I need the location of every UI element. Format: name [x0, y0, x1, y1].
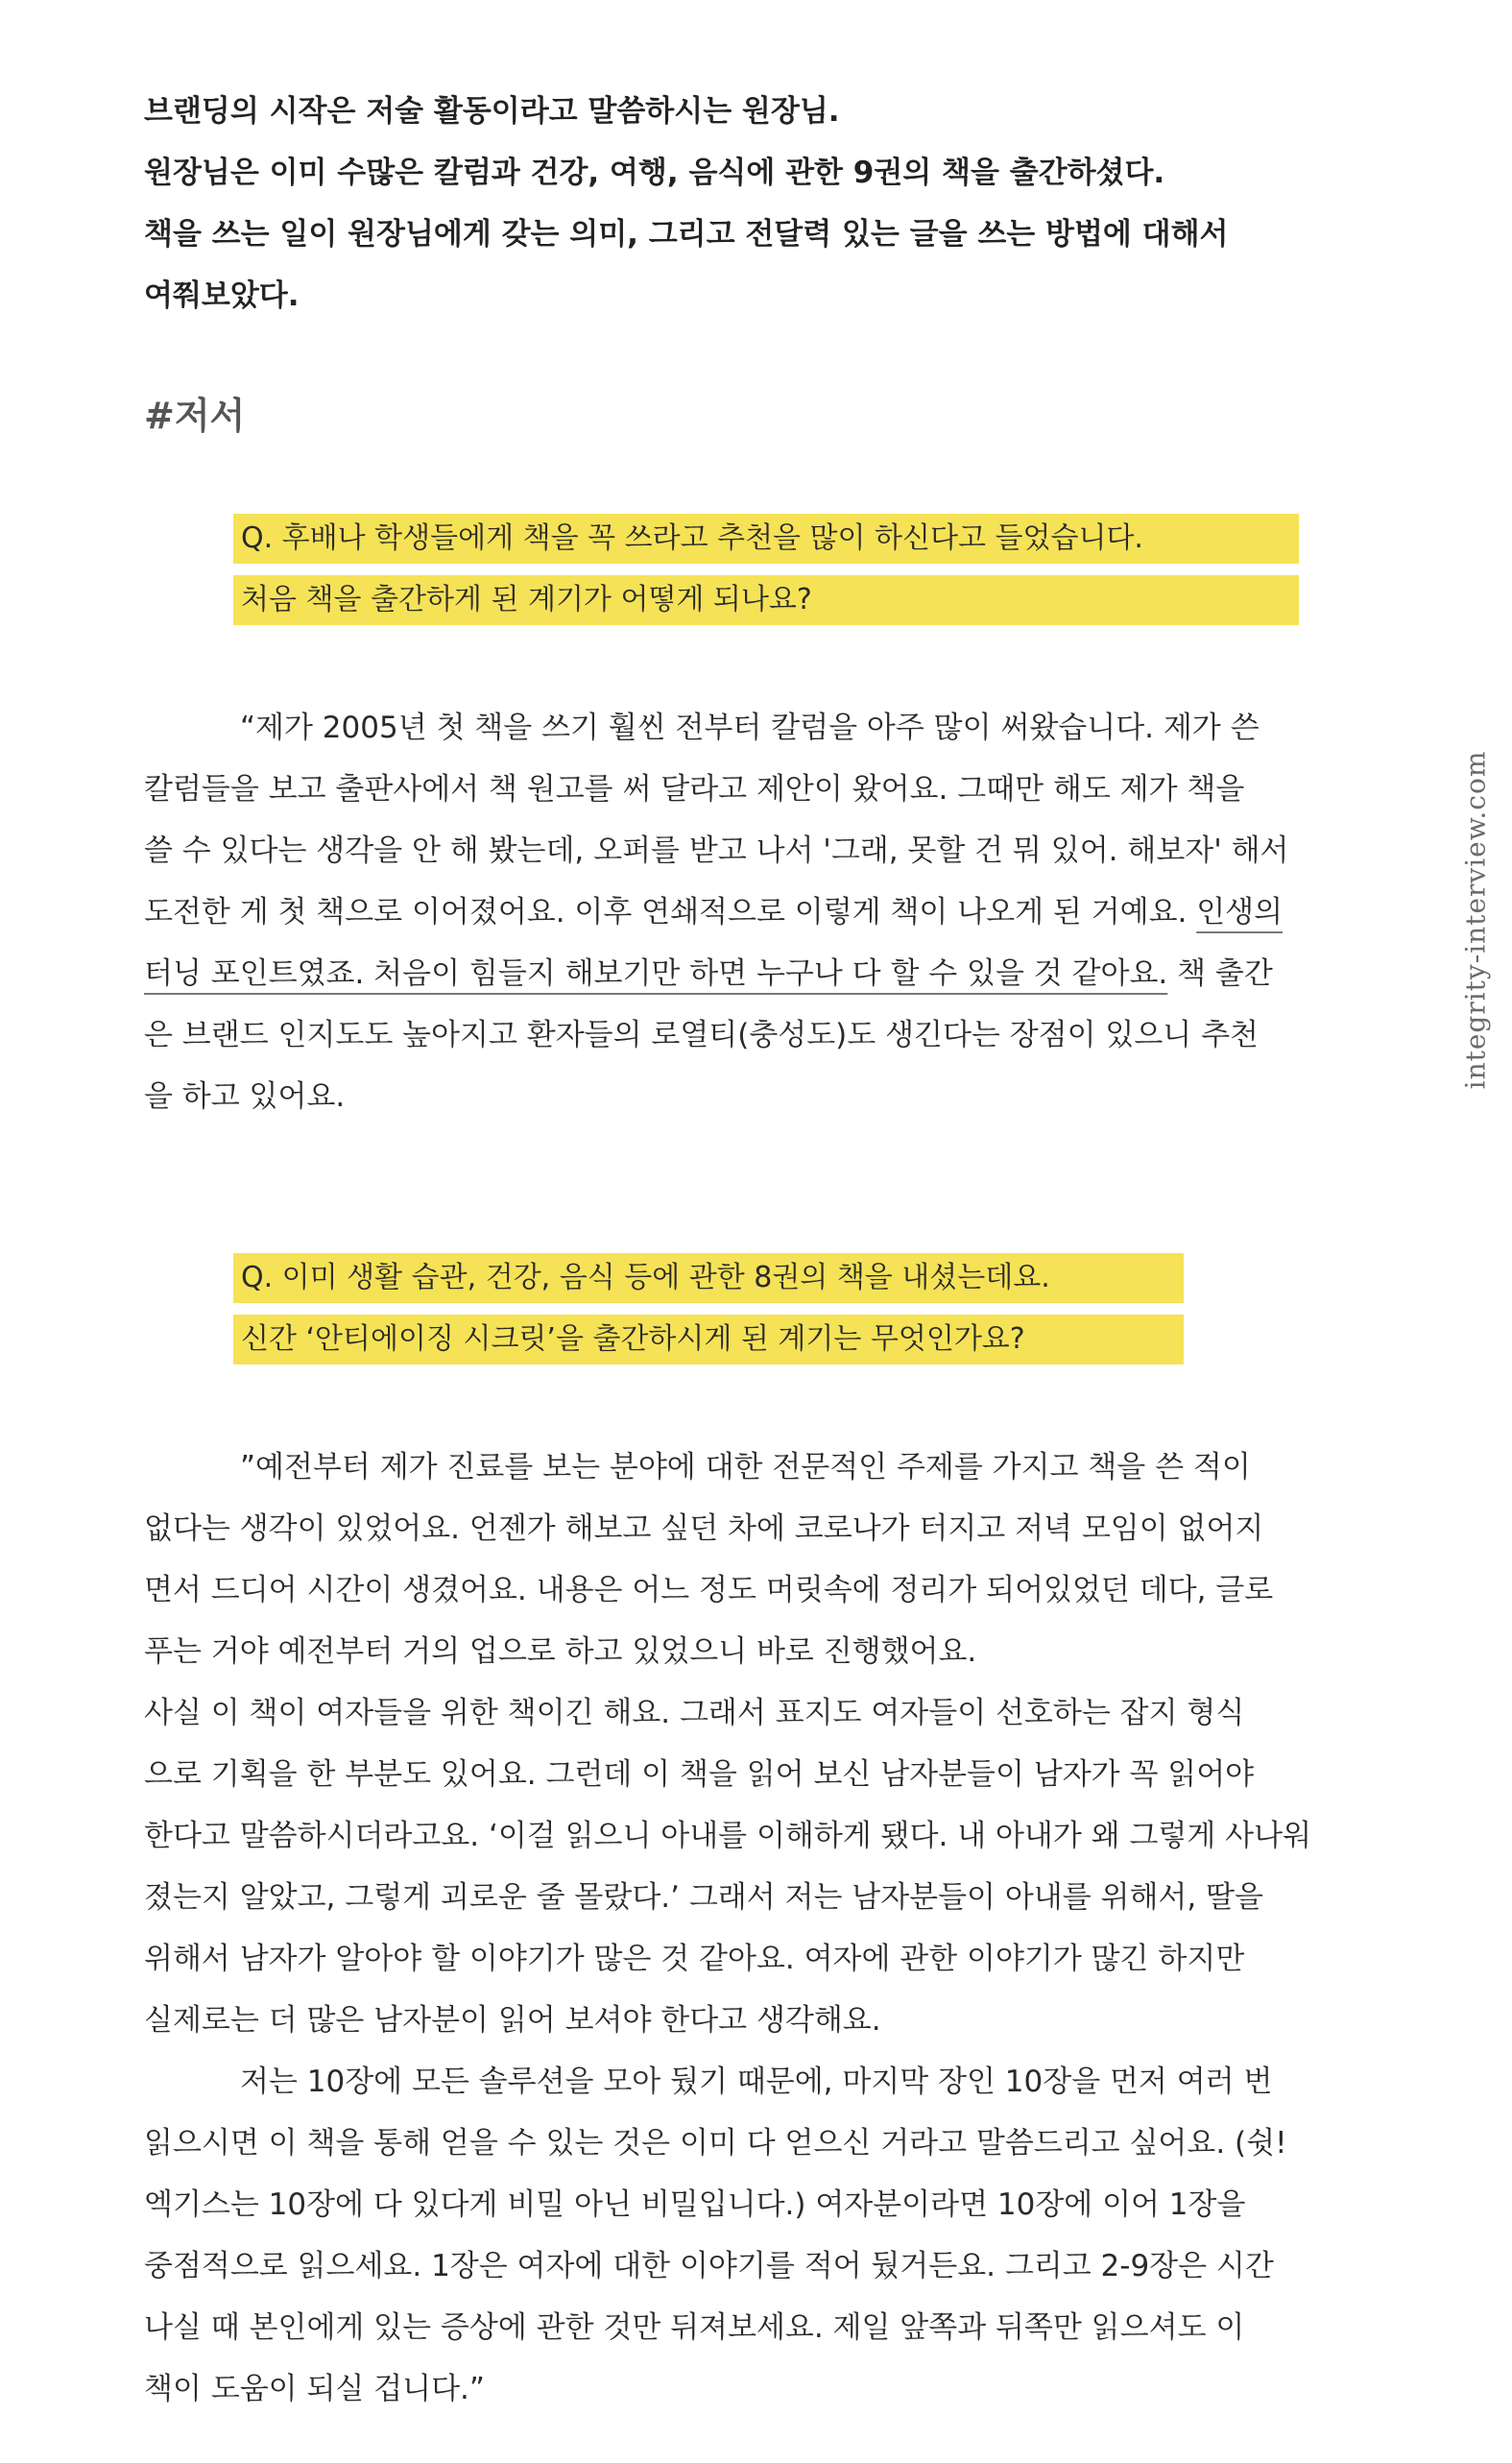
- intro-line: 원장님은 이미 수많은 칼럼과 건강, 여행, 음식에 관한 9권의 책을 출간하셨다.: [144, 156, 1165, 190]
- underlined-quote: 인생의: [1196, 895, 1284, 930]
- intro-line: 브랜딩의 시작은 저술 활동이라고 말씀하시는 원장님.: [144, 94, 840, 129]
- answer-line: 쓸 수 있다는 생각을 안 해 봤는데, 오퍼를 받고 나서 '그래, 못할 건 뭐 있어. 해보자' 해서: [144, 833, 1289, 868]
- answer-line: 칼럼들을 보고 출판사에서 책 원고를 써 달라고 제안이 왔어요. 그때만 해도 제가 책을: [144, 772, 1245, 807]
- question-1: [233, 514, 1299, 637]
- intro-line: 책을 쓰는 일이 원장님에게 갖는 의미, 그리고 전달력 있는 글을 쓰는 방법에 대해서: [144, 217, 1229, 252]
- answer-line: 읽으시면 이 책을 통해 얻을 수 있는 것은 이미 다 얻으신 거라고 말씀드리고 싶어요. (쉿!: [144, 2126, 1287, 2161]
- answer-text: 도전한 게 첫 책으로 이어졌어요. 이후 연쇄적으로 이렇게 책이 나오게 된 거예요.: [144, 895, 1197, 930]
- answer-line: 은 브랜드 인지도도 높아지고 환자들의 로열티(충성도)도 생긴다는 장점이 있으니 추천: [144, 1018, 1259, 1052]
- answer-line: 책이 도움이 되실 겁니다.”: [144, 2372, 485, 2406]
- answer-line: 실제로는 더 많은 남자분이 읽어 보셔야 한다고 생각해요.: [144, 2003, 881, 2038]
- intro-line: 여쭤보았다.: [144, 278, 300, 313]
- answer-line: [144, 943, 1368, 1004]
- answer-text: 책 출간: [1167, 956, 1273, 991]
- intro-paragraph: [144, 81, 1354, 326]
- answer-line: 위해서 남자가 알아야 할 이야기가 많은 것 같아요. 여자에 관한 이야기가 많긴 하지만: [144, 1942, 1245, 1976]
- underlined-quote: 터닝 포인트였죠. 처음이 힘들지 해보기만 하면 누구나 다 할 수 있을 것 같아요.: [144, 956, 1168, 991]
- answer-line: 푸는 거야 예전부터 거의 업으로 하고 있었으니 바로 진행했어요.: [144, 1634, 977, 1669]
- question-line: 신간 ‘안티에이징 시크릿’을 출간하시게 된 계기는 무엇인가요?: [233, 1315, 1184, 1364]
- answer-line: 나실 때 본인에게 있는 증상에 관한 것만 뒤져보세요. 제일 앞쪽과 뒤쪽만 읽으셔도 이: [144, 2310, 1245, 2345]
- answer-line: ”예전부터 제가 진료를 보는 분야에 대한 전문적인 주제를 가지고 책을 쓴 적이: [240, 1450, 1251, 1485]
- answer-line: 저는 10장에 모든 솔루션을 모아 뒀기 때문에, 마지막 장인 10장을 먼저 여러 번: [240, 2065, 1273, 2099]
- answer-1: [144, 697, 1368, 1127]
- question-2: [233, 1253, 1184, 1376]
- answer-line: 으로 기획을 한 부분도 있어요. 그런데 이 책을 읽어 보신 남자분들이 남자가 꼭 읽어야: [144, 1757, 1255, 1792]
- answer-line: 없다는 생각이 있었어요. 언젠가 해보고 싶던 차에 코로나가 터지고 저녁 모임이 없어지: [144, 1511, 1264, 1546]
- section-tag: #저서: [144, 395, 246, 437]
- answer-line: “제가 2005년 첫 책을 쓰기 훨씬 전부터 칼럼을 아주 많이 써왔습니다. 제가 쓴: [240, 711, 1260, 745]
- answer-line: 한다고 말씀하시더라고요. ‘이걸 읽으니 아내를 이해하게 됐다. 내 아내가 왜 그렇게 사나워: [144, 1819, 1312, 1853]
- answer-line: 사실 이 책이 여자들을 위한 책이긴 해요. 그래서 표지도 여자들이 선호하는 잡지 형식: [144, 1696, 1245, 1730]
- answer-line: 엑기스는 10장에 다 있다게 비밀 아닌 비밀입니다.) 여자분이라면 10장에 이어 1장을: [144, 2187, 1246, 2222]
- answer-line: 면서 드디어 시간이 생겼어요. 내용은 어느 정도 머릿속에 정리가 되어있었던 데다, 글로: [144, 1573, 1274, 1607]
- answer-line: [144, 881, 1368, 943]
- answer-line: 을 하고 있어요.: [144, 1079, 346, 1114]
- answer-2: [144, 1437, 1368, 2420]
- question-line: Q. 후배나 학생들에게 책을 꼭 쓰라고 추천을 많이 하신다고 들었습니다.: [233, 514, 1299, 564]
- question-line: 처음 책을 출간하게 된 계기가 어떻게 되나요?: [233, 575, 1299, 625]
- answer-line: 중점적으로 읽으세요. 1장은 여자에 대한 이야기를 적어 뒀거든요. 그리고 2-9장은 시간: [144, 2249, 1274, 2283]
- question-line: Q. 이미 생활 습관, 건강, 음식 등에 관한 8권의 책을 내셨는데요.: [233, 1253, 1184, 1303]
- answer-line: 졌는지 알았고, 그렇게 괴로운 줄 몰랐다.’ 그래서 저는 남자분들이 아내를 위해서, 딸을: [144, 1880, 1263, 1915]
- site-watermark: integrity-interview.com: [1459, 750, 1492, 1090]
